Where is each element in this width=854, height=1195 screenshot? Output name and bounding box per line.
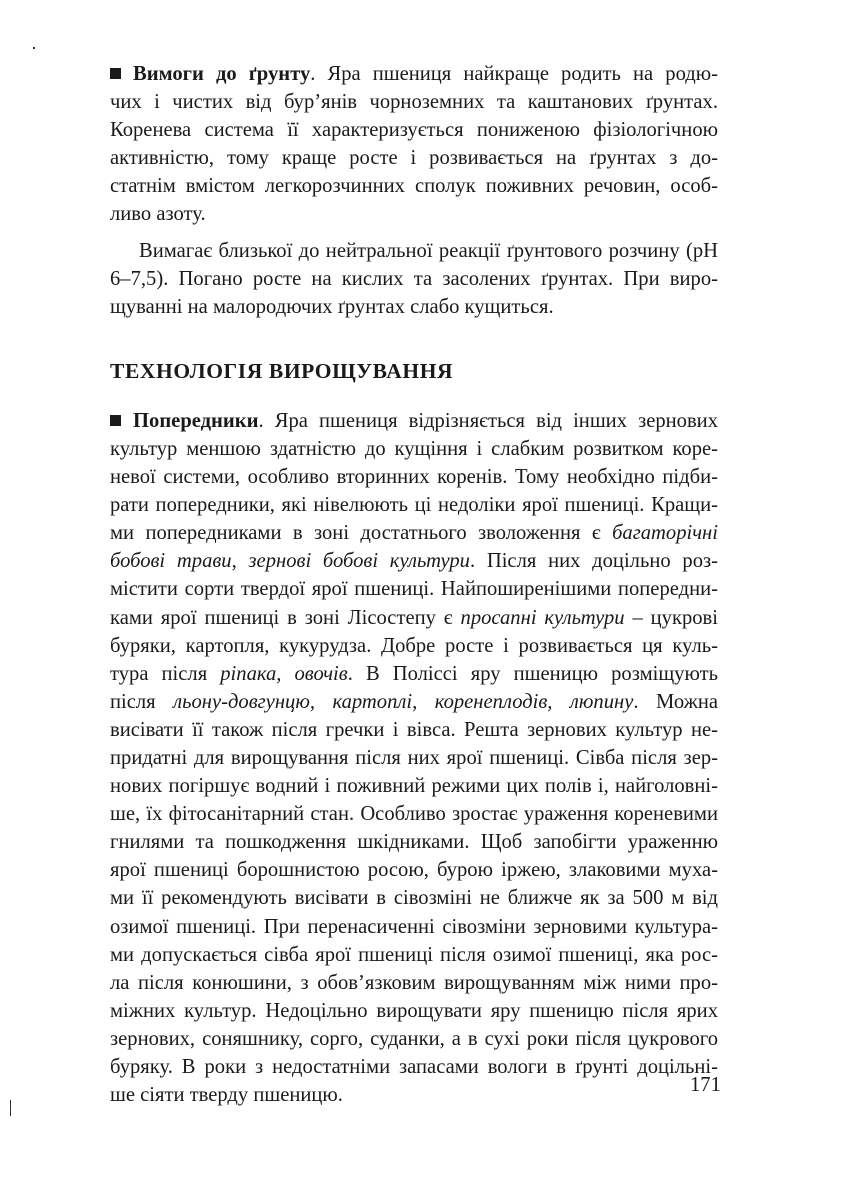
italic-run: просапні культури bbox=[460, 606, 625, 629]
section-heading: ТЕХНОЛОГІЯ ВИРОЩУВАННЯ bbox=[110, 358, 454, 383]
text-run: тура після bbox=[110, 662, 221, 685]
text-line: культур меншою здатністю до кущіння і слабким розвитком коре- bbox=[110, 437, 718, 460]
text-line bbox=[110, 604, 718, 632]
text-run: . Можна bbox=[633, 690, 718, 713]
italic-run: ріпака, овочів bbox=[220, 662, 348, 685]
paragraph-soil-requirements bbox=[110, 60, 718, 229]
text-line bbox=[110, 60, 718, 88]
text-line: нових погіршує водний і поживний режими цих полів і, найголовні- bbox=[110, 775, 718, 798]
text-line bbox=[110, 519, 718, 547]
scan-speck bbox=[33, 47, 35, 49]
text-line bbox=[110, 660, 718, 688]
text-line: міжних культур. Недоцільно вирощувати яру пшеницю після ярих bbox=[110, 999, 718, 1022]
text-line: невої системи, особливо вторинних коренів. Тому необхідно підби- bbox=[110, 466, 718, 489]
italic-run: багаторічні bbox=[612, 522, 718, 545]
text-run: ми попередниками в зоні достатнього зволоження є bbox=[110, 522, 613, 545]
paragraph-predecessors bbox=[110, 407, 718, 1109]
text-line: ярої пшениці борошнистою росою, бурою іржею, злаковими муха- bbox=[110, 859, 718, 882]
bullet-square-icon bbox=[110, 415, 121, 426]
text-run: ками ярої пшениці в зоні Лісостепу є bbox=[110, 606, 461, 629]
text-line bbox=[110, 688, 718, 716]
text-line bbox=[110, 547, 718, 575]
text-line: ми допускається сівба ярої пшениці після озимої пшениці, яка рос- bbox=[110, 943, 718, 966]
page-body bbox=[110, 60, 718, 1109]
paragraph-soil-reaction bbox=[110, 237, 718, 321]
scan-mark bbox=[10, 1100, 11, 1116]
text-line: озимої пшениці. При перенасиченні сівозміни зерновими культура- bbox=[110, 915, 718, 938]
text-run: після bbox=[110, 690, 174, 713]
text-line: буряку. В роки з недостатніми запасами вологи в ґрунті доцільні- bbox=[110, 1056, 718, 1078]
text-line bbox=[110, 407, 718, 435]
text-line: ше сіяти тверду пшеницю. bbox=[110, 1084, 343, 1107]
italic-run: зернові бобові культури bbox=[248, 550, 470, 573]
text-run: . Яра пшениця відрізняється від інших зернових bbox=[258, 409, 718, 432]
run-heading-soil: Вимоги до ґрунту bbox=[133, 63, 311, 85]
text-line: статнім вмістом легкорозчинних сполук поживних речовин, особ- bbox=[110, 175, 718, 198]
text-line: Коренева система її характеризується пониженою фізіологічною bbox=[110, 119, 718, 142]
text-run: . Після них доцільно роз- bbox=[469, 550, 718, 573]
text-line: 6–7,5). Погано росте на кислих та засолених ґрунтах. При виро- bbox=[110, 267, 718, 290]
text-line: придатні для вирощування після них ярої пшениці. Сівба після зер- bbox=[110, 746, 718, 769]
text-line: висівати її також після гречки і вівса. Решта зернових культур не- bbox=[110, 718, 718, 741]
text-run: . Яра пшениця найкраще родить на родю- bbox=[310, 63, 718, 85]
text-line: ла після конюшини, з обов’язковим вирощуванням між ними про- bbox=[110, 971, 718, 994]
text-run: . В Поліссі яру пшеницю розміщують bbox=[347, 662, 718, 685]
text-line: зернових, соняшнику, сорго, суданки, а в сухі роки після цукрового bbox=[110, 1027, 718, 1050]
text-run: , bbox=[231, 550, 249, 573]
italic-run: льону-довгунцю, картоплі, коренеплодів, люпину bbox=[173, 690, 634, 713]
page-number: 171 bbox=[690, 1074, 721, 1096]
text-line: містити сорти твердої ярої пшениці. Найпоширенішими попередни- bbox=[110, 578, 718, 601]
text-line: щуванні на малородючих ґрунтах слабо кущиться. bbox=[110, 295, 554, 318]
text-line: активністю, тому краще росте і розвивається на ґрунтах з до- bbox=[110, 147, 718, 170]
text-line: ше, їх фітосанітарний стан. Особливо зростає ураження кореневими bbox=[110, 803, 718, 826]
text-line: ми її рекомендують висівати в сівозміні не ближче як за 500 м від bbox=[110, 887, 718, 910]
text-line: чих і чистих від бур’янів чорноземних та каштанових ґрунтах. bbox=[110, 91, 718, 114]
italic-run: бобові трави bbox=[110, 550, 232, 573]
text-line: рати попередники, які нівелюють ці недоліки ярої пшениці. Кращи- bbox=[110, 494, 718, 517]
text-run: – цукрові bbox=[624, 606, 718, 629]
text-line: ливо азоту. bbox=[110, 203, 206, 226]
text-line: буряки, картопля, кукурудза. Добре росте і розвивається ця куль- bbox=[110, 634, 718, 657]
text-line: Вимагає близької до нейтральної реакції ґрунтового розчину (рН bbox=[139, 239, 718, 262]
run-heading-predecessors: Попередники bbox=[133, 409, 259, 432]
text-line: гнилями та пошкодження шкідниками. Щоб запобігти ураженню bbox=[110, 831, 718, 854]
bullet-square-icon bbox=[110, 68, 121, 79]
